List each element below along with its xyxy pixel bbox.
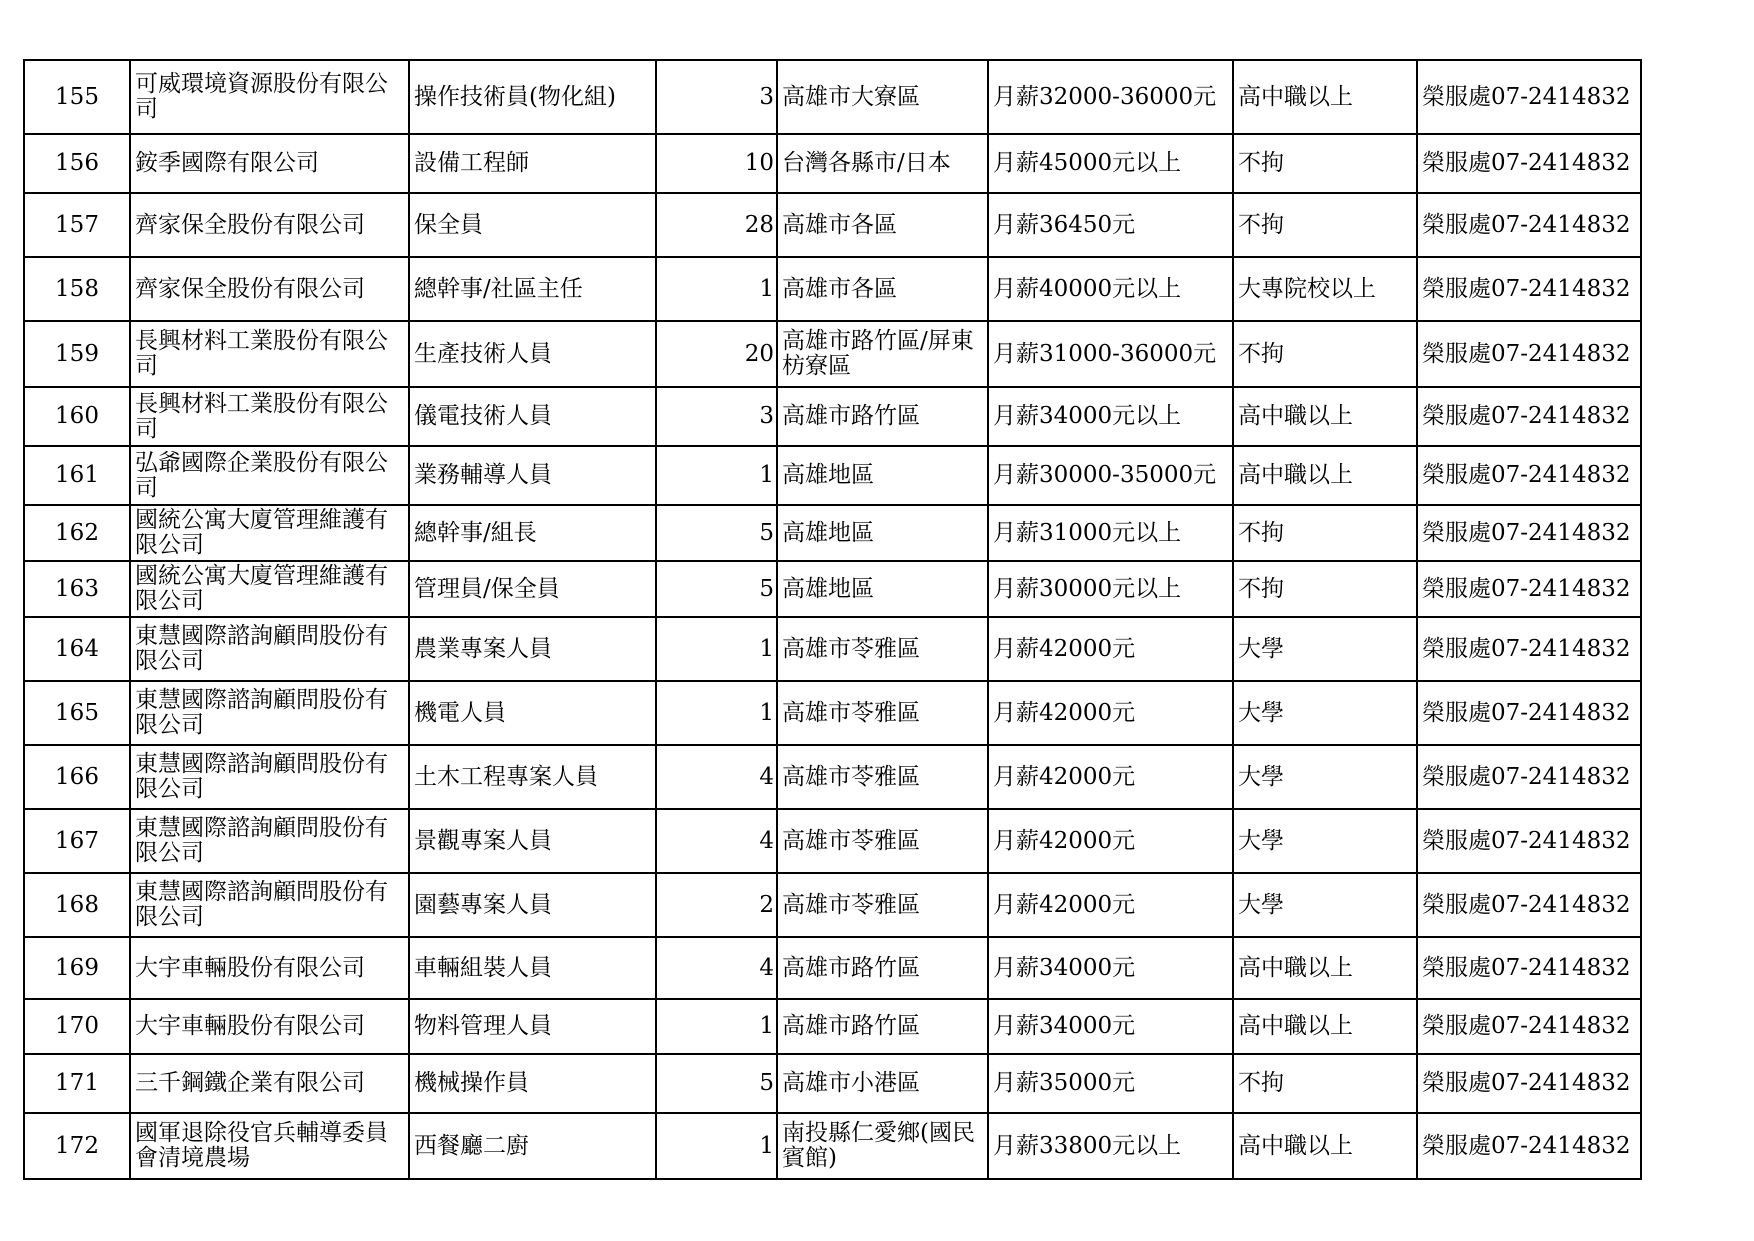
job-title-cell: 西餐廳二廚 [409, 1113, 656, 1179]
company-cell: 國軍退除役官兵輔導委員會清境農場 [130, 1113, 409, 1179]
job-title-cell: 土木工程專案人員 [409, 745, 656, 809]
contact-cell: 榮服處07-2414832 [1417, 321, 1641, 387]
education-cell: 高中職以上 [1233, 999, 1417, 1054]
headcount-cell: 28 [656, 193, 777, 257]
salary-cell: 月薪36450元 [988, 193, 1233, 257]
row-number-cell: 172 [24, 1113, 130, 1179]
row-number-cell: 168 [24, 873, 130, 937]
contact-cell: 榮服處07-2414832 [1417, 561, 1641, 617]
table-row [24, 321, 1641, 387]
company-cell: 齊家保全股份有限公司 [130, 193, 409, 257]
headcount-cell: 5 [656, 1054, 777, 1113]
contact-cell: 榮服處07-2414832 [1417, 999, 1641, 1054]
location-cell: 高雄市苓雅區 [777, 617, 988, 681]
row-number-cell: 160 [24, 387, 130, 446]
education-cell: 大學 [1233, 745, 1417, 809]
table-row [24, 505, 1641, 561]
location-cell: 高雄市苓雅區 [777, 873, 988, 937]
education-cell: 不拘 [1233, 561, 1417, 617]
table-row [24, 809, 1641, 873]
table-row [24, 134, 1641, 193]
headcount-cell: 5 [656, 505, 777, 561]
row-number-cell: 157 [24, 193, 130, 257]
headcount-cell: 4 [656, 937, 777, 999]
headcount-cell: 2 [656, 873, 777, 937]
salary-cell: 月薪42000元 [988, 873, 1233, 937]
salary-cell: 月薪42000元 [988, 745, 1233, 809]
education-cell: 高中職以上 [1233, 1113, 1417, 1179]
job-title-cell: 生產技術人員 [409, 321, 656, 387]
company-cell: 可威環境資源股份有限公司 [130, 60, 409, 134]
row-number-cell: 164 [24, 617, 130, 681]
contact-cell: 榮服處07-2414832 [1417, 134, 1641, 193]
salary-cell: 月薪31000元以上 [988, 505, 1233, 561]
headcount-cell: 1 [656, 999, 777, 1054]
row-number-cell: 170 [24, 999, 130, 1054]
education-cell: 不拘 [1233, 1054, 1417, 1113]
row-number-cell: 171 [24, 1054, 130, 1113]
location-cell: 高雄地區 [777, 505, 988, 561]
location-cell: 高雄市小港區 [777, 1054, 988, 1113]
salary-cell: 月薪34000元以上 [988, 387, 1233, 446]
location-cell: 高雄市苓雅區 [777, 745, 988, 809]
contact-cell: 榮服處07-2414832 [1417, 60, 1641, 134]
job-title-cell: 業務輔導人員 [409, 446, 656, 505]
table-row [24, 1054, 1641, 1113]
location-cell: 高雄市路竹區/屏東枋寮區 [777, 321, 988, 387]
table-row [24, 193, 1641, 257]
table-row [24, 617, 1641, 681]
headcount-cell: 20 [656, 321, 777, 387]
location-cell: 高雄地區 [777, 446, 988, 505]
company-cell: 長興材料工業股份有限公司 [130, 387, 409, 446]
headcount-cell: 1 [656, 1113, 777, 1179]
job-listing-table [23, 59, 1642, 1180]
headcount-cell: 3 [656, 60, 777, 134]
job-title-cell: 總幹事/組長 [409, 505, 656, 561]
location-cell: 高雄市苓雅區 [777, 681, 988, 745]
contact-cell: 榮服處07-2414832 [1417, 809, 1641, 873]
company-cell: 東慧國際諮詢顧問股份有限公司 [130, 617, 409, 681]
company-cell: 三千鋼鐵企業有限公司 [130, 1054, 409, 1113]
row-number-cell: 156 [24, 134, 130, 193]
salary-cell: 月薪33800元以上 [988, 1113, 1233, 1179]
job-title-cell: 農業專案人員 [409, 617, 656, 681]
job-title-cell: 設備工程師 [409, 134, 656, 193]
table-row [24, 873, 1641, 937]
row-number-cell: 155 [24, 60, 130, 134]
salary-cell: 月薪34000元 [988, 999, 1233, 1054]
headcount-cell: 1 [656, 257, 777, 321]
company-cell: 東慧國際諮詢顧問股份有限公司 [130, 745, 409, 809]
job-title-cell: 景觀專案人員 [409, 809, 656, 873]
job-title-cell: 機電人員 [409, 681, 656, 745]
table-row [24, 1113, 1641, 1179]
job-title-cell: 車輛組裝人員 [409, 937, 656, 999]
salary-cell: 月薪42000元 [988, 681, 1233, 745]
table-row [24, 60, 1641, 134]
location-cell: 高雄市大寮區 [777, 60, 988, 134]
salary-cell: 月薪42000元 [988, 617, 1233, 681]
table-row [24, 999, 1641, 1054]
row-number-cell: 165 [24, 681, 130, 745]
location-cell: 高雄市各區 [777, 193, 988, 257]
company-cell: 國統公寓大廈管理維護有限公司 [130, 505, 409, 561]
company-cell: 東慧國際諮詢顧問股份有限公司 [130, 873, 409, 937]
contact-cell: 榮服處07-2414832 [1417, 681, 1641, 745]
contact-cell: 榮服處07-2414832 [1417, 745, 1641, 809]
job-title-cell: 儀電技術人員 [409, 387, 656, 446]
salary-cell: 月薪35000元 [988, 1054, 1233, 1113]
job-title-cell: 操作技術員(物化組) [409, 60, 656, 134]
education-cell: 大專院校以上 [1233, 257, 1417, 321]
education-cell: 高中職以上 [1233, 387, 1417, 446]
location-cell: 高雄市各區 [777, 257, 988, 321]
education-cell: 不拘 [1233, 321, 1417, 387]
table-row [24, 387, 1641, 446]
company-cell: 弘爺國際企業股份有限公司 [130, 446, 409, 505]
salary-cell: 月薪34000元 [988, 937, 1233, 999]
education-cell: 不拘 [1233, 193, 1417, 257]
contact-cell: 榮服處07-2414832 [1417, 1054, 1641, 1113]
company-cell: 東慧國際諮詢顧問股份有限公司 [130, 681, 409, 745]
contact-cell: 榮服處07-2414832 [1417, 873, 1641, 937]
table-row [24, 257, 1641, 321]
job-title-cell: 物料管理人員 [409, 999, 656, 1054]
education-cell: 不拘 [1233, 505, 1417, 561]
headcount-cell: 1 [656, 446, 777, 505]
salary-cell: 月薪45000元以上 [988, 134, 1233, 193]
education-cell: 大學 [1233, 809, 1417, 873]
row-number-cell: 162 [24, 505, 130, 561]
contact-cell: 榮服處07-2414832 [1417, 446, 1641, 505]
row-number-cell: 167 [24, 809, 130, 873]
job-title-cell: 總幹事/社區主任 [409, 257, 656, 321]
location-cell: 台灣各縣市/日本 [777, 134, 988, 193]
education-cell: 大學 [1233, 873, 1417, 937]
table-row [24, 745, 1641, 809]
job-title-cell: 管理員/保全員 [409, 561, 656, 617]
table-row [24, 446, 1641, 505]
job-title-cell: 機械操作員 [409, 1054, 656, 1113]
education-cell: 高中職以上 [1233, 937, 1417, 999]
headcount-cell: 4 [656, 809, 777, 873]
company-cell: 長興材料工業股份有限公司 [130, 321, 409, 387]
contact-cell: 榮服處07-2414832 [1417, 937, 1641, 999]
contact-cell: 榮服處07-2414832 [1417, 387, 1641, 446]
table-row [24, 937, 1641, 999]
headcount-cell: 1 [656, 617, 777, 681]
row-number-cell: 163 [24, 561, 130, 617]
job-title-cell: 保全員 [409, 193, 656, 257]
salary-cell: 月薪31000-36000元 [988, 321, 1233, 387]
table-row [24, 681, 1641, 745]
contact-cell: 榮服處07-2414832 [1417, 257, 1641, 321]
table-row [24, 561, 1641, 617]
headcount-cell: 5 [656, 561, 777, 617]
company-cell: 國統公寓大廈管理維護有限公司 [130, 561, 409, 617]
location-cell: 南投縣仁愛鄉(國民賓館) [777, 1113, 988, 1179]
contact-cell: 榮服處07-2414832 [1417, 1113, 1641, 1179]
location-cell: 高雄市路竹區 [777, 387, 988, 446]
headcount-cell: 3 [656, 387, 777, 446]
row-number-cell: 169 [24, 937, 130, 999]
headcount-cell: 1 [656, 681, 777, 745]
row-number-cell: 159 [24, 321, 130, 387]
row-number-cell: 166 [24, 745, 130, 809]
location-cell: 高雄市苓雅區 [777, 809, 988, 873]
location-cell: 高雄地區 [777, 561, 988, 617]
salary-cell: 月薪42000元 [988, 809, 1233, 873]
education-cell: 不拘 [1233, 134, 1417, 193]
headcount-cell: 10 [656, 134, 777, 193]
contact-cell: 榮服處07-2414832 [1417, 617, 1641, 681]
education-cell: 高中職以上 [1233, 60, 1417, 134]
contact-cell: 榮服處07-2414832 [1417, 193, 1641, 257]
table-body [24, 60, 1641, 1179]
contact-cell: 榮服處07-2414832 [1417, 505, 1641, 561]
company-cell: 銨季國際有限公司 [130, 134, 409, 193]
row-number-cell: 161 [24, 446, 130, 505]
headcount-cell: 4 [656, 745, 777, 809]
salary-cell: 月薪30000-35000元 [988, 446, 1233, 505]
row-number-cell: 158 [24, 257, 130, 321]
education-cell: 大學 [1233, 681, 1417, 745]
salary-cell: 月薪32000-36000元 [988, 60, 1233, 134]
company-cell: 東慧國際諮詢顧問股份有限公司 [130, 809, 409, 873]
company-cell: 齊家保全股份有限公司 [130, 257, 409, 321]
job-title-cell: 園藝專案人員 [409, 873, 656, 937]
education-cell: 大學 [1233, 617, 1417, 681]
salary-cell: 月薪30000元以上 [988, 561, 1233, 617]
location-cell: 高雄市路竹區 [777, 999, 988, 1054]
location-cell: 高雄市路竹區 [777, 937, 988, 999]
education-cell: 高中職以上 [1233, 446, 1417, 505]
company-cell: 大宇車輛股份有限公司 [130, 937, 409, 999]
salary-cell: 月薪40000元以上 [988, 257, 1233, 321]
company-cell: 大宇車輛股份有限公司 [130, 999, 409, 1054]
